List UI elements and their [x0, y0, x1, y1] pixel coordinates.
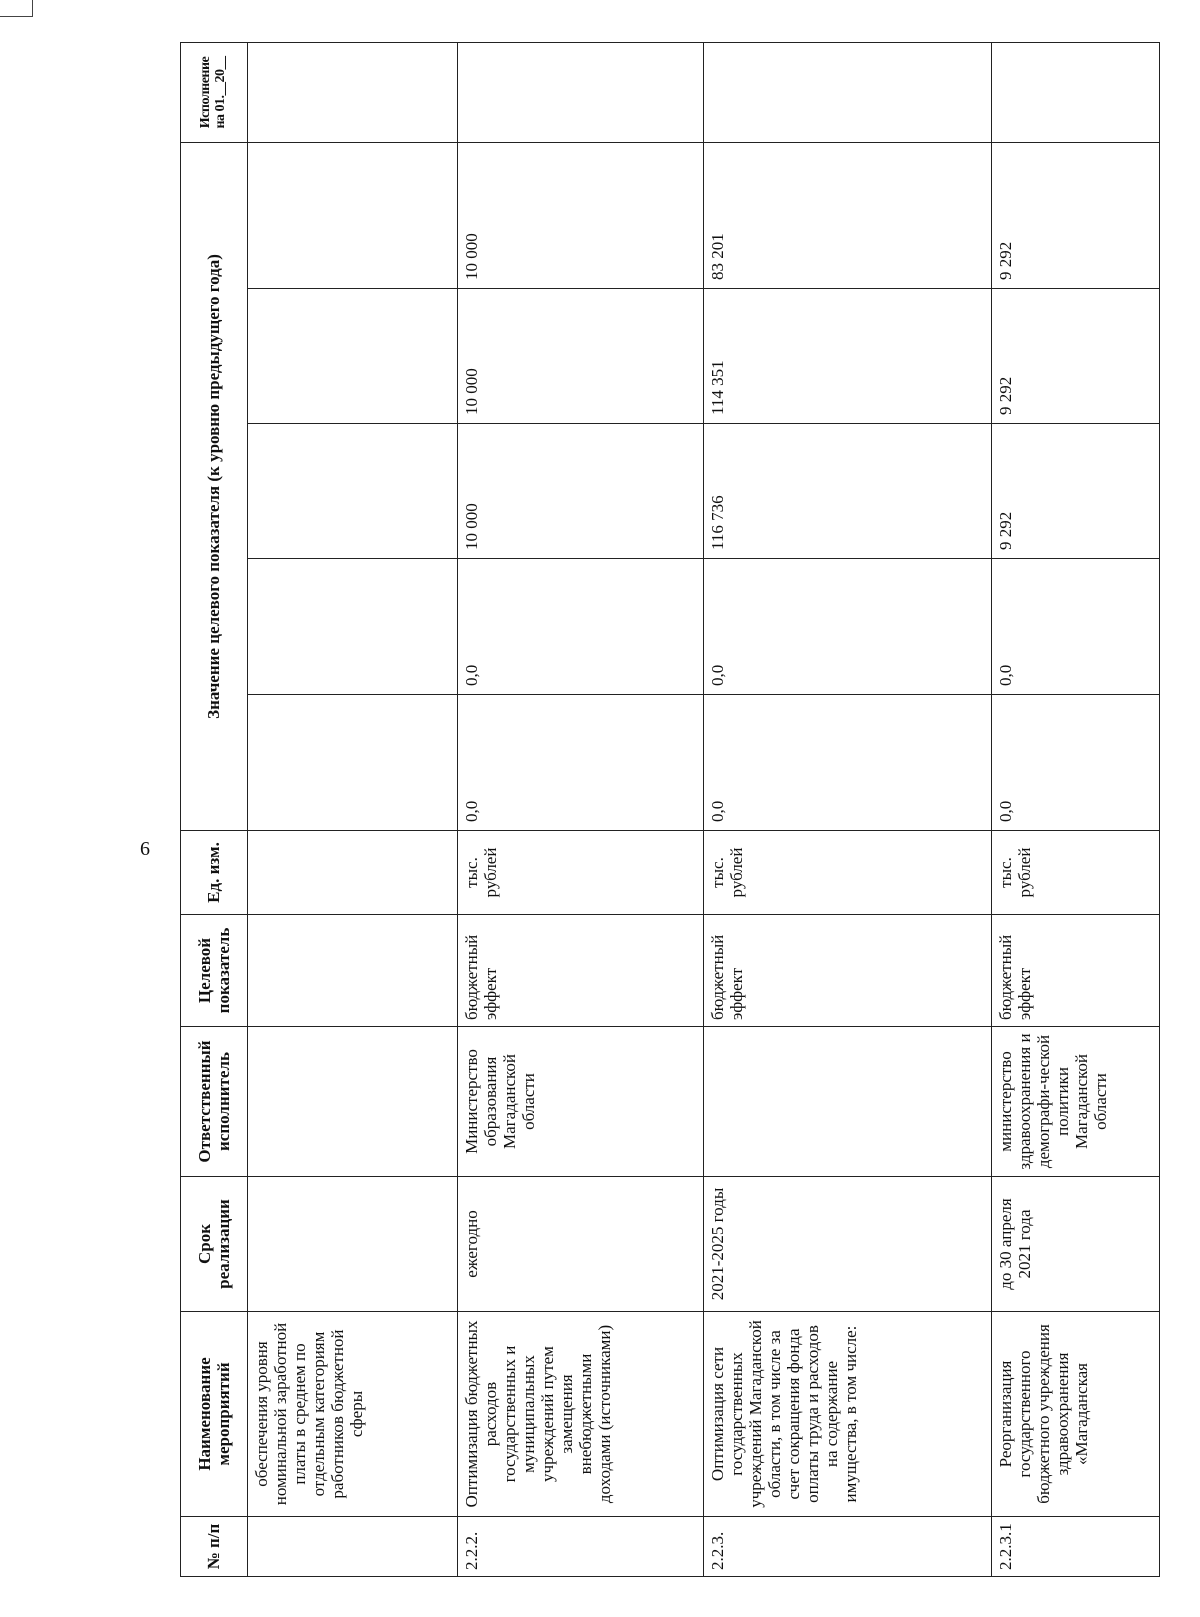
- cell-value-4: 114 351: [704, 289, 992, 424]
- cell-execution: [458, 42, 704, 142]
- cell-unit: тыс. рублей: [992, 831, 1160, 915]
- header-name: Наименование мероприятий: [181, 1312, 248, 1517]
- cell-value-2: [248, 559, 458, 695]
- cell-value-5: 83 201: [704, 142, 992, 288]
- cell-num: 2.2.2.: [458, 1517, 704, 1577]
- cell-responsible: [704, 1027, 992, 1177]
- header-num: № п/п: [181, 1517, 248, 1577]
- cell-unit: [248, 831, 458, 915]
- cell-indicator: бюджетный эффект: [704, 915, 992, 1027]
- cell-term: ежегодно: [458, 1177, 704, 1312]
- corner-mark: [0, 0, 33, 17]
- cell-value-4: 10 000: [458, 289, 704, 424]
- cell-execution: [248, 42, 458, 142]
- cell-responsible: министерство здравоохранения и демографи-ческой политики Магаданской области: [992, 1027, 1160, 1177]
- measures-table: [180, 42, 1160, 1577]
- rotated-table-container: [180, 43, 1160, 1577]
- cell-name: Реорганизация государственного бюджетного учреждения здравоохранения «Магаданская: [992, 1312, 1160, 1517]
- cell-execution: [992, 42, 1160, 142]
- header-value-group: Значение целевого показателя (к уровню предыдущего года): [181, 142, 248, 830]
- cell-value-3: [248, 424, 458, 559]
- cell-value-2: 0,0: [992, 559, 1160, 695]
- cell-indicator: бюджетный эффект: [458, 915, 704, 1027]
- table-row: [704, 42, 992, 1576]
- header-unit: Ед. изм.: [181, 831, 248, 915]
- cell-indicator: [248, 915, 458, 1027]
- cell-responsible: [248, 1027, 458, 1177]
- cell-value-3: 10 000: [458, 424, 704, 559]
- cell-name: Оптимизация сети государственных учреждений Магаданской области, в том числе за счет сокращения фонда оплаты труда и расходов на содержание имущества, в том числе:: [704, 1312, 992, 1517]
- header-indicator: Целевой показатель: [181, 915, 248, 1027]
- cell-indicator: бюджетный эффект: [992, 915, 1160, 1027]
- cell-unit: тыс. рублей: [458, 831, 704, 915]
- cell-value-1: 0,0: [704, 695, 992, 831]
- cell-name: обеспечения уровня номинальной заработной платы в среднем по отдельным категориям работников бюджетной сферы: [248, 1312, 458, 1517]
- cell-unit: тыс. рублей: [704, 831, 992, 915]
- cell-value-1: [248, 695, 458, 831]
- cell-value-3: 116 736: [704, 424, 992, 559]
- cell-value-5: 9 292: [992, 142, 1160, 288]
- page-number: 6: [140, 838, 150, 860]
- header-term: Срок реализации: [181, 1177, 248, 1312]
- cell-value-5: 10 000: [458, 142, 704, 288]
- cell-value-4: 9 292: [992, 289, 1160, 424]
- cell-value-2: 0,0: [458, 559, 704, 695]
- cell-num: [248, 1517, 458, 1577]
- cell-value-1: 0,0: [992, 695, 1160, 831]
- header-responsible: Ответственный исполнитель: [181, 1027, 248, 1177]
- table-row: [458, 42, 704, 1576]
- cell-value-2: 0,0: [704, 559, 992, 695]
- header-execution: Исполнение на 01.__20__: [181, 42, 248, 142]
- header-row: [181, 42, 248, 1576]
- cell-term: 2021-2025 годы: [704, 1177, 992, 1312]
- table-row: [248, 42, 458, 1576]
- cell-value-3: 9 292: [992, 424, 1160, 559]
- cell-value-1: 0,0: [458, 695, 704, 831]
- cell-execution: [704, 42, 992, 142]
- cell-value-4: [248, 289, 458, 424]
- cell-name: Оптимизация бюджетных расходов государственных и муниципальных учреждений путем замещения внебюджетными доходами (источниками): [458, 1312, 704, 1517]
- cell-num: 2.2.3.: [704, 1517, 992, 1577]
- cell-term: до 30 апреля 2021 года: [992, 1177, 1160, 1312]
- cell-responsible: Министерство образования Магаданской области: [458, 1027, 704, 1177]
- cell-value-5: [248, 142, 458, 288]
- cell-term: [248, 1177, 458, 1312]
- table-row: [992, 42, 1160, 1576]
- cell-num: 2.2.3.1: [992, 1517, 1160, 1577]
